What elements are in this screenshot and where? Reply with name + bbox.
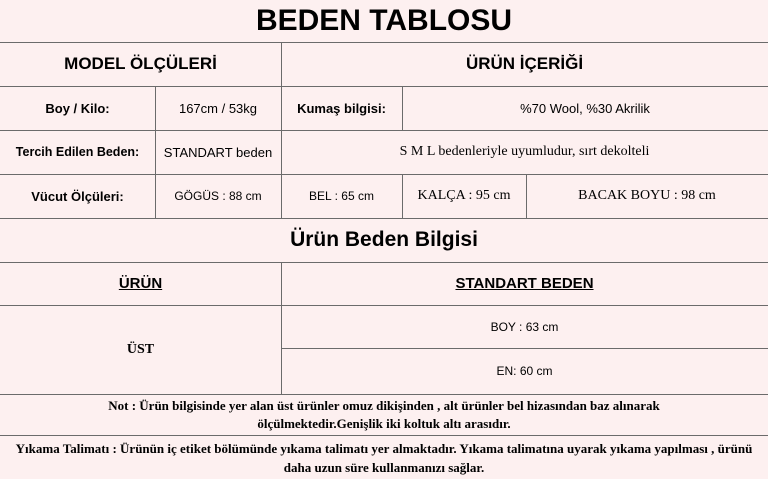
height-weight-label: Boy / Kilo: — [45, 100, 110, 116]
divider — [0, 394, 768, 395]
divider — [0, 435, 768, 436]
washing-instructions: Yıkama Talimatı : Ürünün iç etiket bölümünde yıkama talimatı yer almaktadır. Yıkama talimatına uyarak yıkama yapılması , ürünü daha uzun süre kullanmanızı sağlar. — [15, 441, 753, 475]
model-section-header: MODEL ÖLÇÜLERİ — [64, 54, 217, 73]
measurement-note: Not : Ürün bilgisinde yer alan üst ürünler omuz dikişinden , alt ürünler bel hizasından baz alınarak ölçülmektedir.Genişlik iki koltuk altı arasıdır. — [108, 398, 660, 431]
hip-measurement: KALÇA : 95 cm — [417, 188, 511, 203]
product-name: ÜST — [126, 341, 155, 357]
leg-length-measurement: BACAK BOYU : 98 cm — [578, 188, 716, 203]
content-section-header: ÜRÜN İÇERİĞİ — [465, 54, 584, 73]
product-width: EN: 60 cm — [496, 364, 553, 378]
preferred-size-value: STANDART beden — [163, 144, 273, 160]
fit-note: S M L bedenleriyle uyumludur, sırt dekolteli — [399, 144, 650, 159]
body-measurements-label: Vücut Ölçüleri: — [31, 188, 124, 204]
page-title: BEDEN TABLOSU — [255, 4, 513, 37]
preferred-size-label: Tercih Edilen Beden: — [15, 145, 140, 159]
product-length: BOY : 63 cm — [490, 319, 559, 334]
height-weight-value: 167cm / 53kg — [178, 100, 258, 116]
fabric-value: %70 Wool, %30 Akrilik — [520, 100, 650, 116]
chest-measurement: GÖGÜS : 88 cm — [174, 189, 262, 203]
fabric-label: Kumaş bilgisi: — [297, 100, 386, 116]
waist-measurement: BEL : 65 cm — [309, 189, 374, 203]
product-size-title: Ürün Beden Bilgisi — [290, 228, 478, 251]
size-column-header: STANDART BEDEN — [455, 275, 594, 292]
product-column-header: ÜRÜN — [118, 275, 163, 292]
